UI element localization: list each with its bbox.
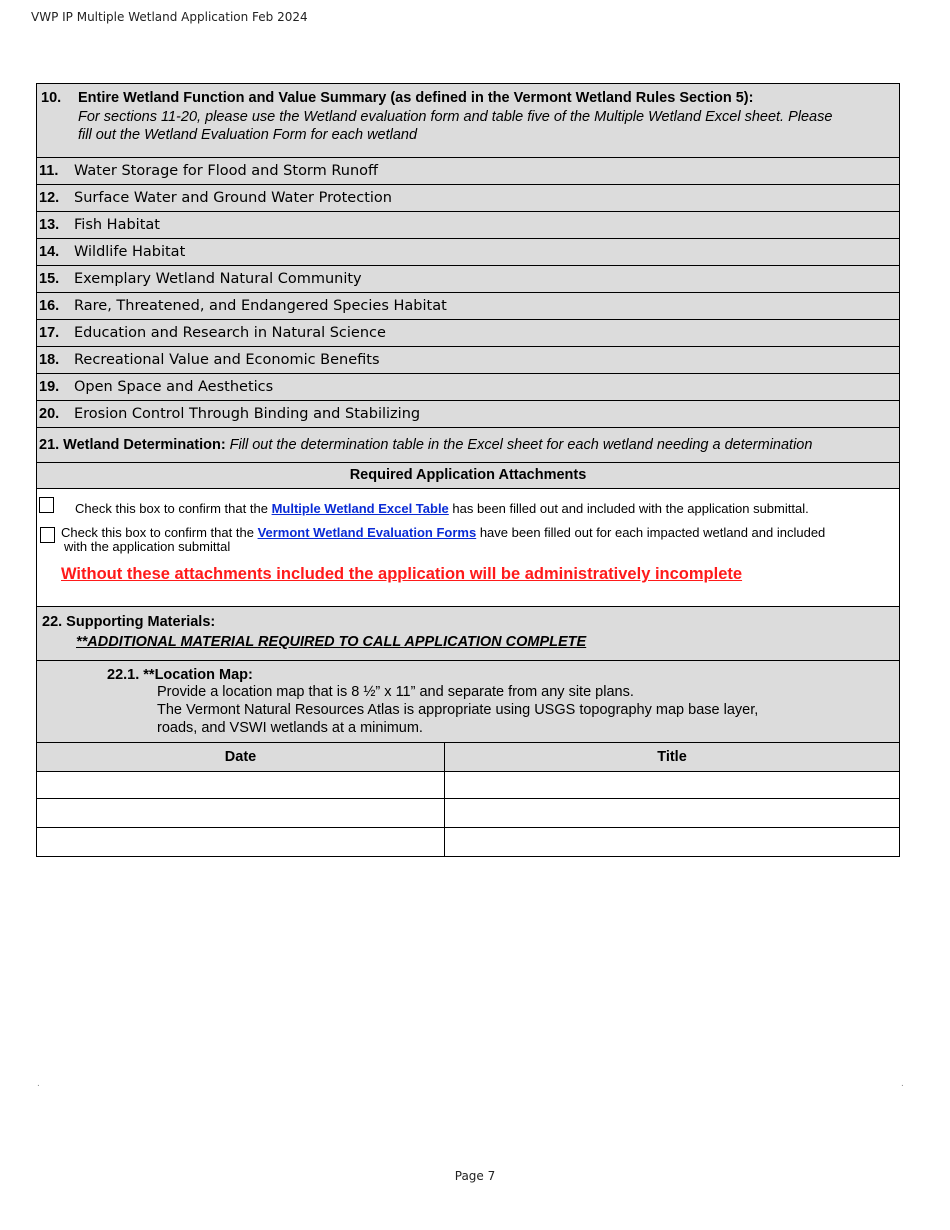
section-22: [36, 607, 900, 661]
date-column-header: Date: [37, 743, 445, 771]
item-label: Fish Habitat: [74, 217, 160, 233]
section-13: [36, 212, 900, 239]
evaluation-forms-confirm-text: [61, 526, 825, 554]
section-14: [36, 239, 900, 266]
date-cell[interactable]: [37, 828, 445, 856]
item-label: Recreational Value and Economic Benefits: [74, 352, 380, 368]
item-number: 16.: [39, 298, 60, 314]
item-number: 15.: [39, 271, 60, 287]
document-header: VWP IP Multiple Wetland Application Feb 2024: [31, 10, 308, 24]
item-number: 14.: [39, 244, 60, 260]
section-10-desc-line2: fill out the Wetland Evaluation Form for each wetland: [78, 127, 418, 143]
section-21-description: Fill out the determination table in the Excel sheet for each wetland needing a determination: [229, 437, 813, 453]
section-20: [36, 401, 900, 428]
item-number: 17.: [39, 325, 60, 341]
location-map-line3: roads, and VSWI wetlands at a minimum.: [157, 720, 423, 736]
section-12: [36, 185, 900, 212]
confirm-text: Check this box to confirm that the: [61, 525, 254, 540]
multiple-wetland-excel-table-link[interactable]: Multiple Wetland Excel Table: [271, 501, 449, 516]
item-label: Rare, Threatened, and Endangered Species Habitat: [74, 298, 447, 314]
section-10-number: 10.: [41, 90, 62, 106]
section-19: [36, 374, 900, 401]
title-cell[interactable]: [445, 799, 899, 827]
section-18: [36, 347, 900, 374]
excel-table-checkbox[interactable]: [39, 497, 54, 513]
location-map-table-header: [36, 743, 900, 772]
title-cell[interactable]: [445, 772, 899, 798]
title-column-header: Title: [657, 749, 687, 765]
attachments-section: [36, 489, 900, 607]
section-17: [36, 320, 900, 347]
page-number: Page 7: [454, 1169, 496, 1183]
item-number: 11.: [39, 163, 59, 179]
section-22-subtitle: **ADDITIONAL MATERIAL REQUIRED TO CALL APPLICATION COMPLETE: [76, 634, 587, 650]
section-21: [36, 428, 900, 463]
section-10-heading: [41, 90, 899, 106]
table-row: [36, 828, 900, 857]
confirm-text-line2: with the application submittal: [64, 539, 231, 554]
item-number: 19.: [39, 379, 60, 395]
item-number: 13.: [39, 217, 60, 233]
location-map-title: 22.1. **Location Map:: [107, 667, 253, 683]
item-label: Education and Research in Natural Science: [74, 325, 386, 341]
section-10-description: [41, 108, 899, 144]
item-number: 20.: [39, 406, 60, 422]
page-mark-left: .: [37, 1078, 40, 1089]
section-10-title: Entire Wetland Function and Value Summary (as defined in the Vermont Wetland Rules Section 5):: [78, 90, 754, 106]
date-cell[interactable]: [37, 772, 445, 798]
date-cell[interactable]: [37, 799, 445, 827]
section-16: [36, 293, 900, 320]
excel-table-confirm-text: [75, 501, 809, 516]
section-11: [36, 158, 900, 185]
vermont-wetland-evaluation-forms-link[interactable]: Vermont Wetland Evaluation Forms: [257, 525, 477, 540]
item-label: Wildlife Habitat: [74, 244, 186, 260]
location-map-line2: The Vermont Natural Resources Atlas is appropriate using USGS topography map base layer,: [157, 702, 759, 718]
section-22-title: 22. Supporting Materials:: [42, 614, 216, 630]
confirm-text: have been filled out for each impacted wetland and included: [479, 525, 826, 540]
attachments-heading: Required Application Attachments: [36, 463, 900, 489]
section-22-1: [36, 661, 900, 743]
page-mark-right: .: [901, 1078, 904, 1089]
confirm-text: has been filled out and included with the application submittal.: [452, 501, 809, 516]
item-label: Exemplary Wetland Natural Community: [74, 271, 362, 287]
item-number: 18.: [39, 352, 60, 368]
incomplete-warning: Without these attachments included the application will be administratively incomplete: [61, 565, 743, 583]
title-cell[interactable]: [445, 828, 899, 856]
location-map-line1: Provide a location map that is 8 ½” x 11” and separate from any site plans.: [157, 684, 634, 700]
section-15: [36, 266, 900, 293]
confirm-text: Check this box to confirm that the: [75, 501, 268, 516]
wetland-form: [36, 83, 900, 857]
item-label: Water Storage for Flood and Storm Runoff: [74, 163, 379, 179]
section-10-desc-line1: For sections 11-20, please use the Wetland evaluation form and table five of the Multiple Wetland Excel sheet. Please: [78, 109, 833, 125]
evaluation-forms-checkbox[interactable]: [40, 527, 55, 543]
section-21-title: 21. Wetland Determination:: [39, 437, 226, 453]
item-label: Surface Water and Ground Water Protection: [74, 190, 392, 206]
section-10: [36, 84, 900, 158]
table-row: [36, 799, 900, 828]
item-label: Erosion Control Through Binding and Stabilizing: [74, 406, 421, 422]
item-number: 12.: [39, 190, 60, 206]
item-label: Open Space and Aesthetics: [74, 379, 274, 395]
table-row: [36, 772, 900, 799]
